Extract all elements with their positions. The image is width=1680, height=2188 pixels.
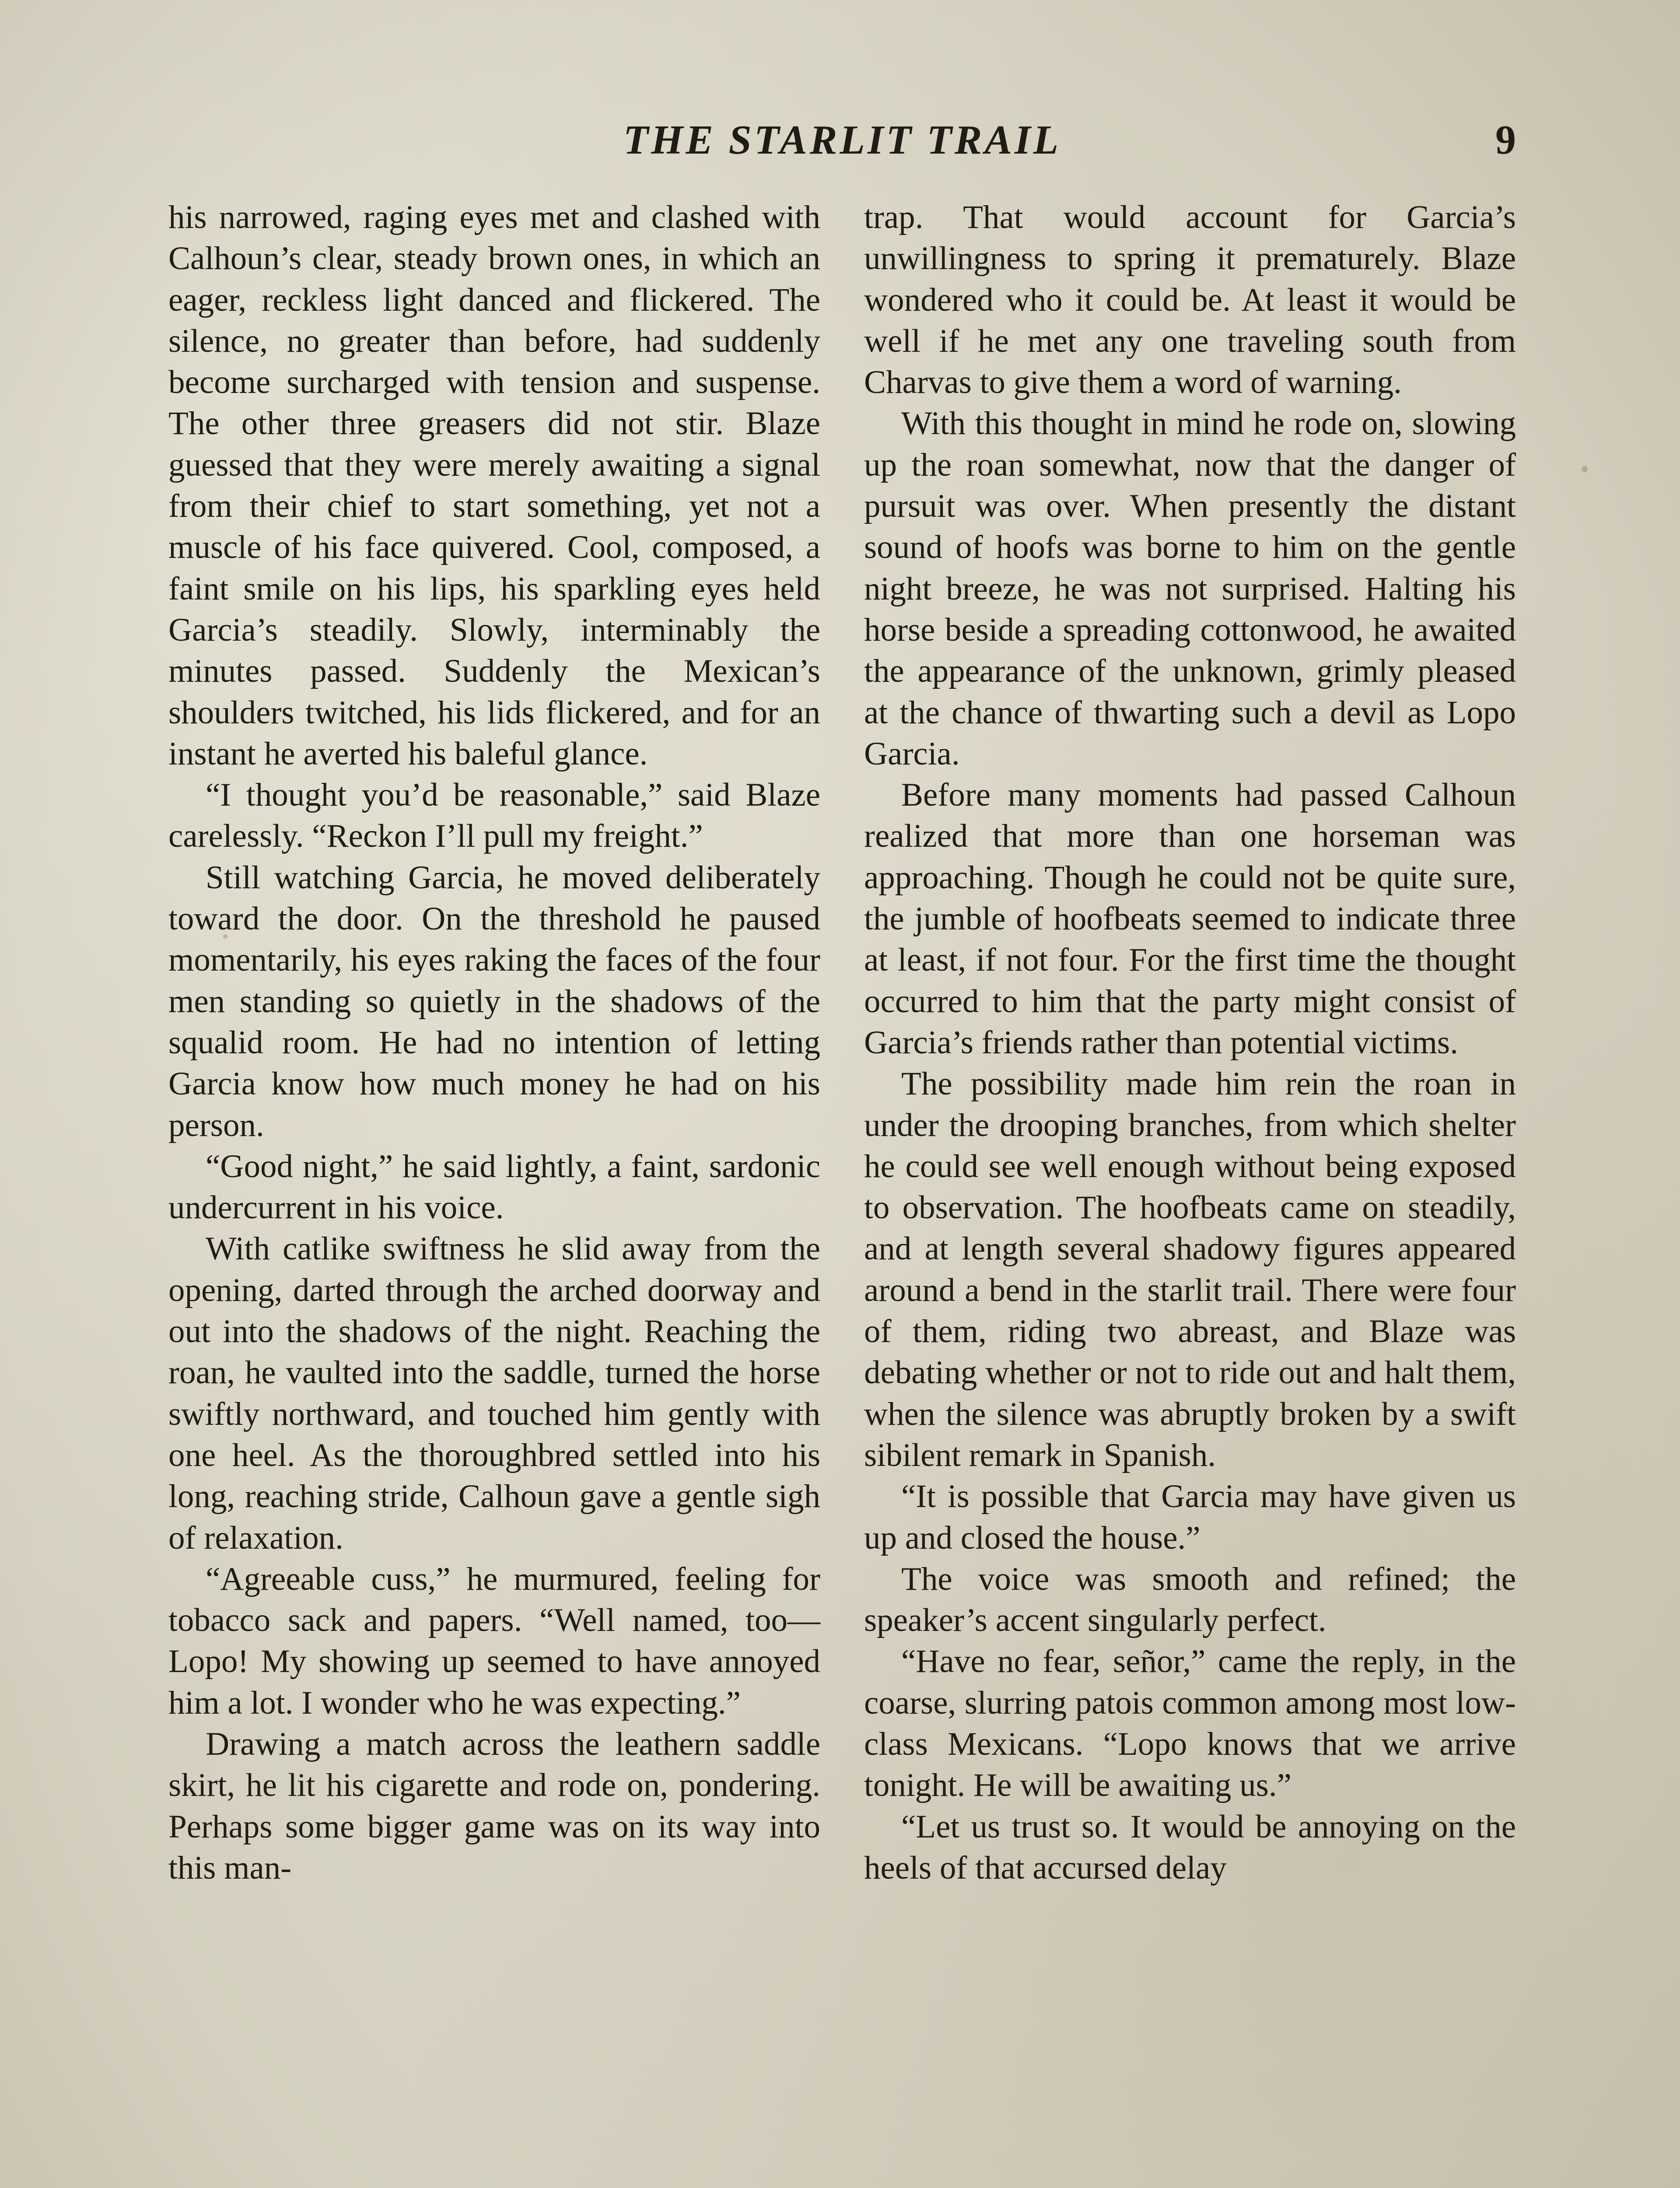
paragraph: “It is possible that Garcia may have given us up and closed the house.” [864,1478,1516,1556]
paragraph: Before many moments had passed Calhoun realized that more than one horseman was approaching. Though he could not be quite sure, the jumble of hoofbeats seemed to indicate three at least, if not four. For the first time the thought occurred to him that the party might consist of Garcia’s friends rather than potential victims. [864,777,1516,1061]
paragraph: trap. That would account for Garcia’s unwillingness to spring it prematurely. Blaze wondered who it could be. At least it would be well if he met any one traveling south from Charvas to give them a word of warning. [864,199,1516,401]
paragraph: With catlike swiftness he slid away from the opening, darted through the arched doorway and out into the shadows of the night. Reaching the roan, he vaulted into the saddle, turned the horse swiftly northward, and touched him gently with one heel. As the thoroughbred settled into his long, reaching stride, Calhoun gave a gentle sigh of relaxation. [168,1231,820,1556]
left-column [168,197,820,1889]
paragraph: “Agreeable cuss,” he murmured, feeling for tobacco sack and papers. “Well named, too—Lopo! My showing up seemed to have annoyed him a lot. I wonder who he was expecting.” [168,1560,820,1721]
paragraph: “Have no fear, señor,” came the reply, in the coarse, slurring patois common among most low-class Mexicans. “Lopo knows that we arrive tonight. He will be awaiting us.” [864,1643,1516,1804]
paragraph: “Let us trust so. It would be annoying on the heels of that accursed delay [864,1808,1516,1886]
paragraph: “I thought you’d be reasonable,” said Blaze carelessly. “Reckon I’ll pull my freight.” [168,777,820,855]
right-column [864,197,1516,1889]
paragraph: his narrowed, raging eyes met and clashed with Calhoun’s clear, steady brown ones, in which an eager, reckless light danced and flickered. The silence, no greater than before, had suddenly become surcharged with tension and suspense. The other three greasers did not stir. Blaze guessed that they were merely awaiting a signal from their chief to start something, yet not a muscle of his face quivered. Cool, composed, a faint smile on his lips, his sparkling eyes held Garcia’s steadily. Slowly, interminably the minutes passed. Suddenly the Mexican’s shoulders twitched, his lids flickered, and for an instant he averted his baleful glance. [168,199,820,772]
running-title: THE STARLIT TRAIL [623,117,1061,163]
foxing-stain [1582,466,1588,472]
paragraph: With this thought in mind he rode on, slowing up the roan somewhat, now that the danger of pursuit was over. When presently the distant sound of hoofs was borne to him on the gentle night breeze, he was not surprised. Halting his horse beside a spreading cottonwood, he awaited the appearance of the unknown, grimly pleased at the chance of thwarting such a devil as Lopo Garcia. [864,405,1516,772]
paragraph: Still watching Garcia, he moved deliberately toward the door. On the threshold he paused momentarily, his eyes raking the faces of the four men standing so quietly in the shadows of the squalid room. He had no intention of letting Garcia know how much money he had on his person. [168,859,820,1143]
paragraph: The voice was smooth and refined; the speaker’s accent singularly perfect. [864,1560,1516,1639]
paragraph: “Good night,” he said lightly, a faint, sardonic undercurrent in his voice. [168,1148,820,1226]
paragraph: Drawing a match across the leathern saddle skirt, he lit his cigarette and rode on, pondering. Perhaps some bigger game was on its way into this man- [168,1725,820,1886]
paragraph: The possibility made him rein the roan in under the drooping branches, from which shelter he could see well enough without being exposed to observation. The hoofbeats came on steadily, and at length several shadowy figures appeared around a bend in the starlit trail. There were four of them, riding two abreast, and Blaze was debating whether or not to ride out and halt them, when the silence was abruptly broken by a swift sibilent remark in Spanish. [864,1066,1516,1473]
page-number: 9 [1495,117,1516,163]
page-header [168,114,1516,166]
